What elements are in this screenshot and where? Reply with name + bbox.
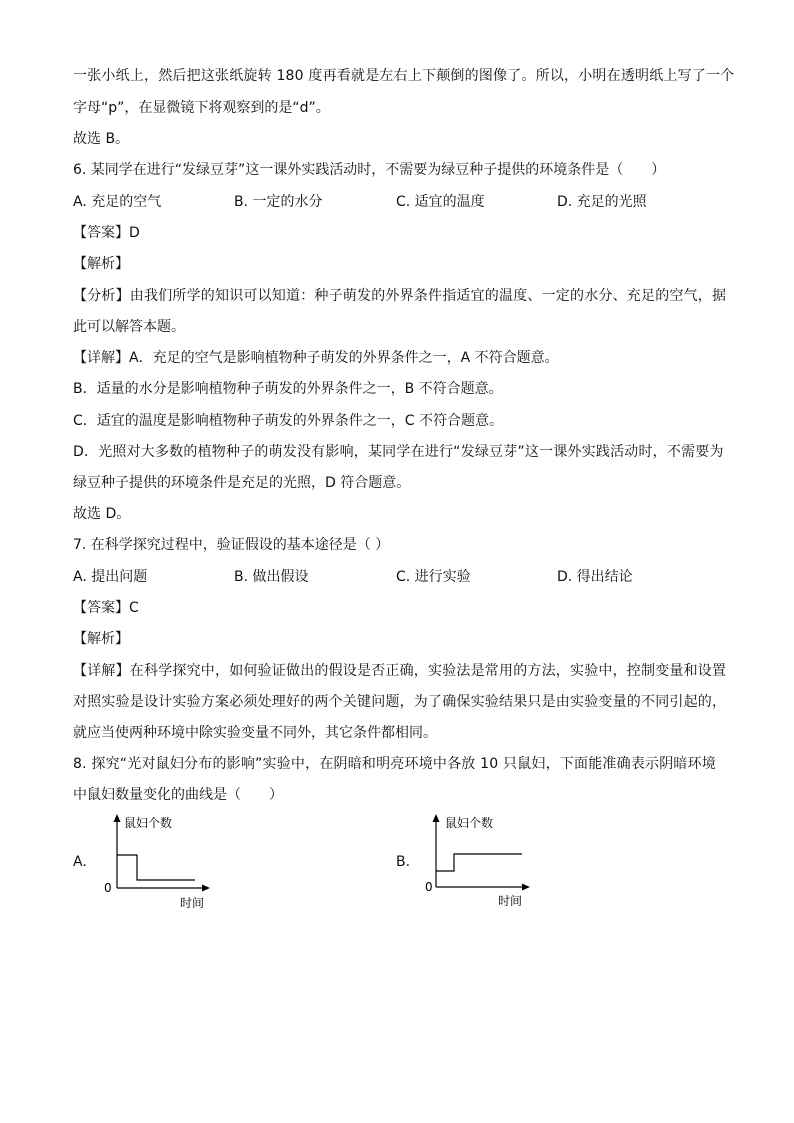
q6-option-b: B. 一定的水分 [234,194,323,210]
graph-b-xlabel: 时间 [498,894,523,908]
q6-fenxi-line-2: 此可以解答本题。 [73,319,185,335]
q6-xiangjie-line-4: D．光照对大多数的植物种子的萌发没有影响，某同学在进行“发绿豆芽”这一课外实践活动时，不需要为 [73,444,724,460]
graph-a-x-arrow [202,885,210,892]
q7-analysis-heading: 【解析】 [73,631,129,647]
graph-a-ylabel: 鼠妇个数 [124,816,173,830]
graph-b-y-arrow [433,814,440,822]
graph-b-origin: 0 [425,880,433,894]
graph-a-origin: 0 [104,881,112,895]
q8-graph-b [420,812,580,912]
q7-xiangjie-line-1: 【详解】在科学探究中，如何验证做出的假设是否正确，实验法是常用的方法，实验中，控制变量和设置 [73,663,727,679]
q6-conclusion: 故选 D。 [73,506,131,522]
q7-option-b: B. 做出假设 [234,569,309,585]
graph-b-ylabel: 鼠妇个数 [445,816,494,830]
graph-b-x-arrow [522,884,530,891]
q7-xiangjie-line-3: 就应当使两种环境中除实验变量不同外，其它条件都相同。 [73,725,437,741]
intro-line-1: 一张小纸上，然后把这张纸旋转 180 度再看就是左右上下颠倒的图像了。所以，小明在透明纸上写了一个 [73,68,735,84]
q6-xiangjie-line-5: 绿豆种子提供的环境条件是充足的光照，D 符合题意。 [73,475,411,491]
q8-graph-a [100,812,260,912]
q6-analysis-heading: 【解析】 [73,256,129,272]
q8-stem-line-1: 8. 探究“光对鼠妇分布的影响”实验中，在阴暗和明亮环境中各放 10 只鼠妇，下面能准确表示阴暗环境 [73,756,717,772]
q7-stem: 7. 在科学探究过程中，验证假设的基本途径是（ ） [73,537,390,553]
q8-option-b-label: B. [396,854,411,870]
q7-xiangjie-line-2: 对照实验是设计实验方案必须处理好的两个关键问题，为了确保实验结果只是由实验变量的不同引起的， [73,694,727,710]
q6-xiangjie-line-3: C．适宜的温度是影响植物种子萌发的外界条件之一，C 不符合题意。 [73,413,503,429]
graph-b-curve [436,854,522,871]
intro-conclusion: 故选 B。 [73,131,130,147]
q6-option-c: C. 适宜的温度 [396,194,485,210]
q8-option-a-label: A. [73,854,87,870]
q8-stem-line-2: 中鼠妇数量变化的曲线是（ ） [73,787,283,803]
q6-option-a: A. 充足的空气 [73,194,162,210]
graph-a-xlabel: 时间 [180,896,205,910]
q6-stem: 6. 某同学在进行“发绿豆芽”这一课外实践活动时，不需要为绿豆种子提供的环境条件是（ ） [73,162,666,178]
intro-line-2: 字母“p”，在显微镜下将观察到的是“d”。 [73,100,330,116]
graph-a-curve [117,855,195,880]
q6-answer: 【答案】D [73,225,140,241]
graph-a-y-arrow [114,814,121,822]
q6-xiangjie-line-1: 【详解】A．充足的空气是影响植物种子萌发的外界条件之一，A 不符合题意。 [73,350,559,366]
q7-option-a: A. 提出问题 [73,569,148,585]
q7-answer: 【答案】C [73,600,139,616]
q7-option-d: D. 得出结论 [557,569,633,585]
q7-option-c: C. 进行实验 [396,569,471,585]
q6-fenxi-line-1: 【分析】由我们所学的知识可以知道：种子萌发的外界条件指适宜的温度、一定的水分、充足的空气，据 [73,288,727,304]
q6-option-d: D. 充足的光照 [557,194,647,210]
q6-xiangjie-line-2: B．适量的水分是影响植物种子萌发的外界条件之一，B 不符合题意。 [73,381,503,397]
